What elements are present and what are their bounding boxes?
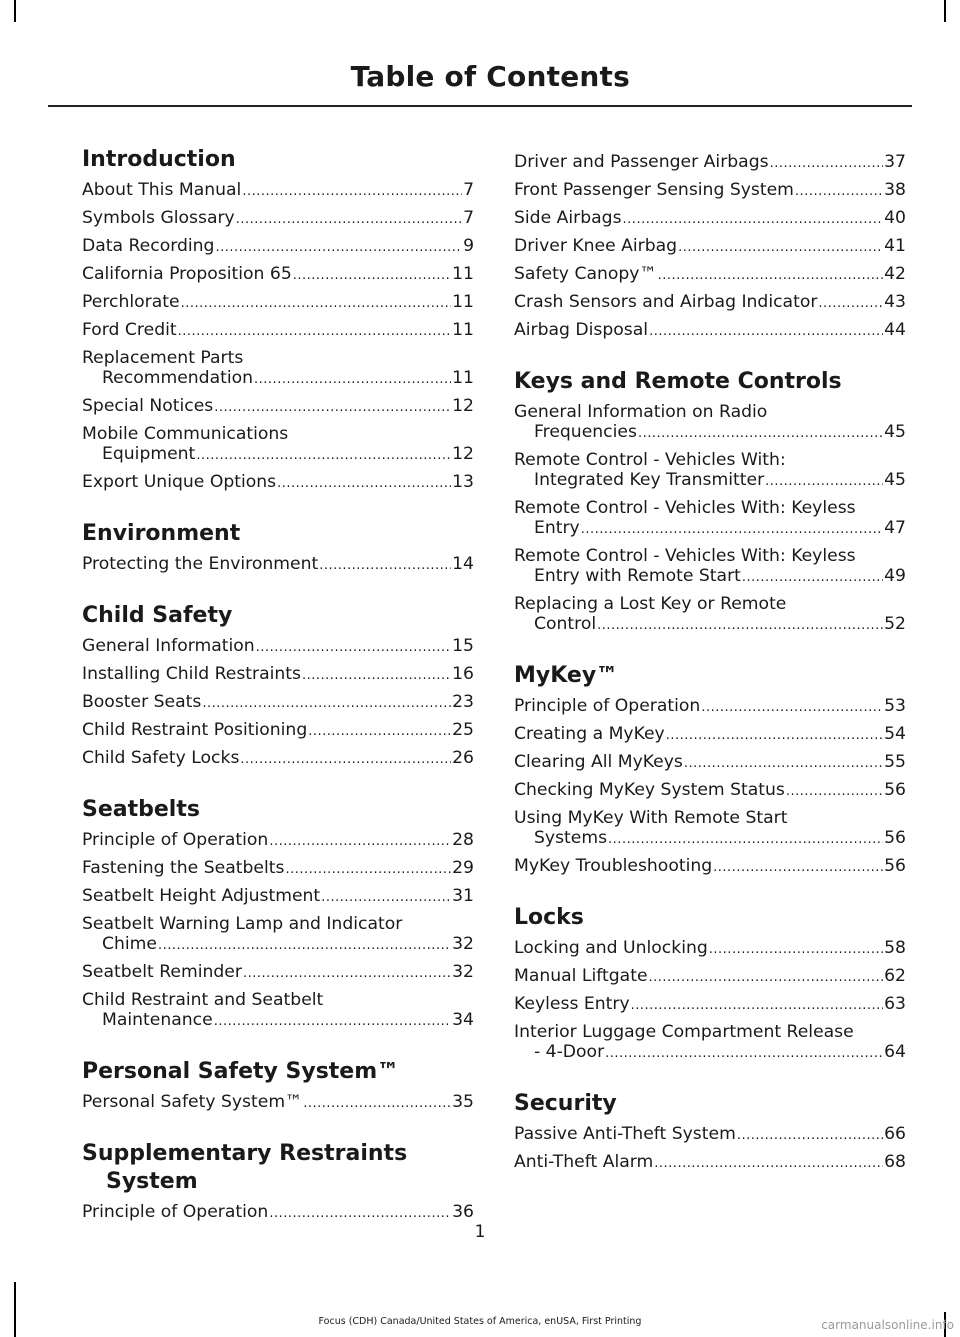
toc-entry-line2	[82, 444, 474, 466]
toc-entry-line2	[514, 470, 906, 492]
section-heading	[82, 796, 474, 824]
toc-entry-page: 43	[884, 292, 906, 312]
toc-entry-page: 49	[884, 566, 906, 586]
toc-entry[interactable]	[82, 554, 474, 576]
toc-entry-title: MyKey Troubleshooting	[514, 856, 713, 876]
toc-entry-title-continuation: Control	[534, 614, 597, 634]
toc-entry-page: 42	[884, 264, 906, 284]
toc-entry-title: California Proposition 65	[82, 264, 292, 284]
toc-entry[interactable]	[82, 748, 474, 770]
dot-leader	[709, 940, 883, 960]
toc-entry[interactable]	[82, 236, 474, 258]
toc-entry-page: 12	[452, 396, 474, 416]
toc-entry-page: 34	[452, 1010, 474, 1030]
toc-entry-page: 12	[452, 444, 474, 464]
toc-entry[interactable]	[514, 966, 906, 988]
toc-section	[82, 796, 474, 1032]
toc-entry-title: Seatbelt Warning Lamp and Indicator	[82, 914, 403, 934]
dot-leader	[181, 294, 452, 314]
toc-entry-title: Clearing All MyKeys	[514, 752, 683, 772]
dot-leader	[742, 568, 883, 588]
toc-entry-page: 28	[452, 830, 474, 850]
toc-column-right	[514, 146, 906, 1174]
toc-entry-page: 56	[884, 780, 906, 800]
toc-entry-page: 66	[884, 1124, 906, 1144]
toc-entry-title: Principle of Operation	[514, 696, 701, 716]
page-title: Table of Contents	[350, 60, 630, 93]
section-heading	[82, 1140, 474, 1196]
toc-entry-title: Data Recording	[82, 236, 215, 256]
dot-leader	[321, 888, 451, 908]
dot-leader	[658, 266, 883, 286]
toc-entry-page: 44	[884, 320, 906, 340]
toc-entry[interactable]	[82, 990, 474, 1032]
toc-entry-title: Airbag Disposal	[514, 320, 649, 340]
section-heading	[514, 1090, 906, 1118]
toc-entry[interactable]	[82, 830, 474, 852]
section-heading-text: Personal Safety System™	[82, 1059, 400, 1084]
toc-entry-title: Mobile Communications	[82, 424, 289, 444]
toc-entry-page: 26	[452, 748, 474, 768]
toc-entry-title-continuation: Chime	[102, 934, 157, 954]
toc-entry-title: Passive Anti-Theft System	[514, 1124, 736, 1144]
toc-entry[interactable]	[514, 1022, 906, 1064]
dot-leader	[308, 722, 451, 742]
dot-leader	[638, 424, 883, 444]
toc-entry[interactable]	[82, 720, 474, 742]
toc-entry[interactable]	[82, 208, 474, 230]
section-heading	[514, 904, 906, 932]
toc-entry[interactable]	[514, 1152, 906, 1174]
toc-entry-page: 56	[884, 828, 906, 848]
toc-entry-page: 16	[452, 664, 474, 684]
dot-leader	[269, 832, 451, 852]
toc-entry[interactable]	[514, 320, 906, 342]
toc-entry-page: 63	[884, 994, 906, 1014]
toc-entry-title: Anti-Theft Alarm	[514, 1152, 654, 1172]
toc-entry-title-continuation: Frequencies	[534, 422, 637, 442]
toc-entry-title: Ford Credit	[82, 320, 177, 340]
toc-entry-page: 62	[884, 966, 906, 986]
toc-entry[interactable]	[514, 994, 906, 1016]
toc-entry-title: Creating a MyKey	[514, 724, 665, 744]
toc-entry[interactable]	[82, 664, 474, 686]
toc-entry-line2	[514, 518, 906, 540]
toc-entry-page: 11	[452, 320, 474, 340]
section-heading-text: Environment	[82, 521, 241, 546]
toc-entry-title: Driver Knee Airbag	[514, 236, 678, 256]
toc-entry-page: 41	[884, 236, 906, 256]
section-heading	[82, 146, 474, 174]
toc-entry[interactable]	[514, 696, 906, 718]
toc-entry-title: Replacement Parts	[82, 348, 244, 368]
dot-leader	[581, 520, 883, 540]
toc-entry-page: 9	[463, 236, 474, 256]
toc-entry-title: Remote Control - Vehicles With:	[514, 450, 786, 470]
toc-entry-line2	[514, 1042, 906, 1064]
dot-leader	[158, 936, 451, 956]
toc-entry[interactable]	[514, 1124, 906, 1146]
section-heading-text: Introduction	[82, 147, 236, 172]
toc-entry-title: Locking and Unlocking	[514, 938, 708, 958]
dot-leader	[214, 1012, 451, 1032]
dot-leader	[240, 750, 451, 770]
dot-leader	[319, 556, 451, 576]
toc-entry-title: Crash Sensors and Airbag Indicator	[514, 292, 818, 312]
toc-entry-title-continuation: Entry	[534, 518, 580, 538]
toc-entry-title: About This Manual	[82, 180, 242, 200]
toc-entry-page: 53	[884, 696, 906, 716]
toc-entry-page: 7	[463, 180, 474, 200]
dot-leader	[737, 1126, 883, 1146]
toc-entry-line2	[82, 1010, 474, 1032]
section-heading-text: MyKey™	[514, 663, 619, 688]
dot-leader	[765, 472, 883, 492]
dot-leader	[178, 322, 452, 342]
dot-leader	[254, 370, 451, 390]
toc-entry[interactable]	[514, 856, 906, 878]
toc-entry-title: Personal Safety System™	[82, 1092, 303, 1112]
toc-entry-title: Using MyKey With Remote Start	[514, 808, 788, 828]
toc-entry[interactable]	[514, 724, 906, 746]
section-heading-text: Locks	[514, 905, 584, 930]
toc-entry-page: 11	[452, 292, 474, 312]
toc-entry[interactable]	[82, 472, 474, 494]
dot-leader	[818, 294, 883, 314]
toc-entry[interactable]	[82, 1092, 474, 1114]
dot-leader	[684, 754, 883, 774]
toc-entry-title: Export Unique Options	[82, 472, 277, 492]
toc-entry-title: Side Airbags	[514, 208, 622, 228]
dot-leader	[608, 830, 883, 850]
toc-entry-page: 32	[452, 962, 474, 982]
dot-leader	[597, 616, 883, 636]
dot-leader	[277, 474, 451, 494]
toc-entry-title: Seatbelt Reminder	[82, 962, 242, 982]
toc-entry-page: 40	[884, 208, 906, 228]
crop-mark	[14, 0, 16, 22]
toc-entry-page: 64	[884, 1042, 906, 1062]
section-heading	[514, 368, 906, 396]
toc-entry-line2	[514, 422, 906, 444]
toc-entry-title: Special Notices	[82, 396, 214, 416]
crop-mark	[944, 0, 946, 22]
dot-leader	[293, 266, 451, 286]
toc-entry[interactable]	[82, 180, 474, 202]
toc-entry-page: 14	[452, 554, 474, 574]
watermark: carmanualsonline.info	[821, 1318, 954, 1332]
toc-entry-page: 56	[884, 856, 906, 876]
dot-leader	[678, 238, 883, 258]
toc-entry[interactable]	[82, 962, 474, 984]
toc-entry[interactable]	[82, 292, 474, 314]
toc-entry-title: Remote Control - Vehicles With: Keyless	[514, 546, 856, 566]
dot-leader	[605, 1044, 883, 1064]
toc-section	[514, 662, 906, 878]
toc-entry-page: 45	[884, 422, 906, 442]
toc-entry-page: 11	[452, 264, 474, 284]
toc-entry-title: Fastening the Seatbelts	[82, 858, 285, 878]
dot-leader	[256, 638, 451, 658]
toc-entry-page: 11	[452, 368, 474, 388]
dot-leader	[623, 210, 884, 230]
toc-entry-page: 37	[884, 152, 906, 172]
dot-leader	[713, 858, 883, 878]
dot-leader	[269, 1204, 451, 1224]
toc-column-left	[82, 146, 474, 1224]
toc-entry[interactable]	[82, 348, 474, 390]
toc-section	[82, 520, 474, 576]
toc-entry-page: 47	[884, 518, 906, 538]
toc-entry-page: 23	[452, 692, 474, 712]
toc-entry-title: Child Restraint and Seatbelt	[82, 990, 324, 1010]
section-heading-text: Child Safety	[82, 603, 233, 628]
toc-entry[interactable]	[82, 692, 474, 714]
dot-leader	[666, 726, 883, 746]
toc-entry-title: Installing Child Restraints	[82, 664, 301, 684]
toc-entry-page: 36	[452, 1202, 474, 1222]
toc-entry-line2	[82, 368, 474, 390]
toc-entry[interactable]	[514, 752, 906, 774]
dot-leader	[701, 698, 883, 718]
toc-entry-title-continuation: Systems	[534, 828, 608, 848]
section-heading-text: Keys and Remote Controls	[514, 369, 842, 394]
crop-mark	[14, 1282, 16, 1337]
toc-entry-page: 13	[452, 472, 474, 492]
toc-entry[interactable]	[514, 402, 906, 444]
section-heading-text: Supplementary Restraints	[82, 1141, 408, 1166]
dot-leader	[770, 154, 884, 174]
toc-entry-page: 25	[452, 720, 474, 740]
toc-entry-title: Principle of Operation	[82, 1202, 269, 1222]
dot-leader	[236, 210, 462, 230]
section-heading	[82, 520, 474, 548]
toc-entry-title: Child Safety Locks	[82, 748, 240, 768]
toc-entry-title: Keyless Entry	[514, 994, 630, 1014]
footer-text: Focus (CDH) Canada/United States of America, enUSA, First Printing	[318, 1316, 642, 1327]
toc-entry-line2	[514, 614, 906, 636]
toc-section	[514, 152, 906, 342]
dot-leader	[243, 964, 451, 984]
toc-entry-page: 45	[884, 470, 906, 490]
toc-entry-page: 35	[452, 1092, 474, 1112]
toc-entry[interactable]	[82, 424, 474, 466]
toc-section	[82, 1140, 474, 1224]
toc-entry-title-continuation: Integrated Key Transmitter	[534, 470, 765, 490]
toc-entry-title: Driver and Passenger Airbags	[514, 152, 769, 172]
section-heading	[82, 602, 474, 630]
toc-entry[interactable]	[514, 208, 906, 230]
toc-entry-title-continuation: Maintenance	[102, 1010, 213, 1030]
toc-entry-title: Perchlorate	[82, 292, 180, 312]
toc-entry-line2	[514, 566, 906, 588]
toc-entry-page: 29	[452, 858, 474, 878]
dot-leader	[202, 694, 451, 714]
dot-leader	[654, 1154, 883, 1174]
dot-leader	[196, 446, 451, 466]
dot-leader	[242, 182, 462, 202]
dot-leader	[795, 182, 883, 202]
toc-entry-title-continuation: Equipment	[102, 444, 196, 464]
toc-entry[interactable]	[514, 450, 906, 492]
toc-entry[interactable]	[82, 396, 474, 418]
toc-entry-title: General Information	[82, 636, 255, 656]
toc-entry-title: Child Restraint Positioning	[82, 720, 308, 740]
page-number: 1	[474, 1222, 486, 1242]
toc-entry-title: Interior Luggage Compartment Release	[514, 1022, 854, 1042]
toc-entry-page: 7	[463, 208, 474, 228]
toc-entry[interactable]	[514, 546, 906, 588]
dot-leader	[214, 398, 451, 418]
toc-entry-title: General Information on Radio	[514, 402, 768, 422]
toc-entry-page: 52	[884, 614, 906, 634]
toc-entry-title: Safety Canopy™	[514, 264, 657, 284]
toc-entry-title-continuation: - 4-Door	[534, 1042, 605, 1062]
toc-section	[82, 1058, 474, 1114]
toc-entry-title: Principle of Operation	[82, 830, 269, 850]
toc-entry-page: 31	[452, 886, 474, 906]
toc-entry-title: Replacing a Lost Key or Remote	[514, 594, 787, 614]
toc-entry[interactable]	[514, 264, 906, 286]
toc-entry[interactable]	[514, 292, 906, 314]
toc-section	[514, 1090, 906, 1174]
toc-section	[82, 146, 474, 494]
toc-entry[interactable]	[82, 1202, 474, 1224]
header-divider	[48, 105, 912, 107]
toc-entry-line2	[82, 934, 474, 956]
dot-leader	[285, 860, 451, 880]
toc-entry-title: Front Passenger Sensing System	[514, 180, 794, 200]
toc-entry[interactable]	[514, 780, 906, 802]
dot-leader	[215, 238, 462, 258]
toc-section	[82, 602, 474, 770]
toc-entry[interactable]	[514, 152, 906, 174]
toc-entry-title: Symbols Glossary	[82, 208, 235, 228]
toc-entry[interactable]	[514, 808, 906, 850]
section-heading	[82, 1058, 474, 1086]
toc-entry-title: Manual Liftgate	[514, 966, 648, 986]
section-heading-continuation: System	[106, 1169, 198, 1194]
toc-entry-page: 38	[884, 180, 906, 200]
dot-leader	[302, 666, 451, 686]
section-heading-text: Seatbelts	[82, 797, 200, 822]
toc-entry-page: 55	[884, 752, 906, 772]
toc-entry[interactable]	[514, 498, 906, 540]
toc-entry[interactable]	[514, 180, 906, 202]
toc-entry-title-continuation: Entry with Remote Start	[534, 566, 741, 586]
toc-entry-title: Protecting the Environment	[82, 554, 319, 574]
toc-entry-line2	[514, 828, 906, 850]
toc-entry-page: 68	[884, 1152, 906, 1172]
toc-entry-title: Booster Seats	[82, 692, 202, 712]
toc-entry[interactable]	[82, 320, 474, 342]
dot-leader	[649, 322, 883, 342]
toc-entry-page: 32	[452, 934, 474, 954]
toc-entry-page: 54	[884, 724, 906, 744]
toc-entry-title: Checking MyKey System Status	[514, 780, 785, 800]
toc-entry-title: Remote Control - Vehicles With: Keyless	[514, 498, 856, 518]
toc-entry[interactable]	[514, 594, 906, 636]
toc-entry[interactable]	[82, 914, 474, 956]
section-heading-text: Security	[514, 1091, 617, 1116]
dot-leader	[631, 996, 884, 1016]
toc-section	[514, 904, 906, 1064]
toc-entry-title-continuation: Recommendation	[102, 368, 254, 388]
toc-entry[interactable]	[514, 236, 906, 258]
toc-entry-page: 58	[884, 938, 906, 958]
dot-leader	[649, 968, 884, 988]
dot-leader	[303, 1094, 451, 1114]
toc-entry-page: 15	[452, 636, 474, 656]
toc-entry[interactable]	[82, 858, 474, 880]
toc-entry[interactable]	[514, 938, 906, 960]
toc-entry[interactable]	[82, 264, 474, 286]
section-heading	[514, 662, 906, 690]
dot-leader	[786, 782, 883, 802]
toc-entry-title: Seatbelt Height Adjustment	[82, 886, 321, 906]
toc-section	[514, 368, 906, 636]
toc-entry[interactable]	[82, 886, 474, 908]
toc-entry[interactable]	[82, 636, 474, 658]
